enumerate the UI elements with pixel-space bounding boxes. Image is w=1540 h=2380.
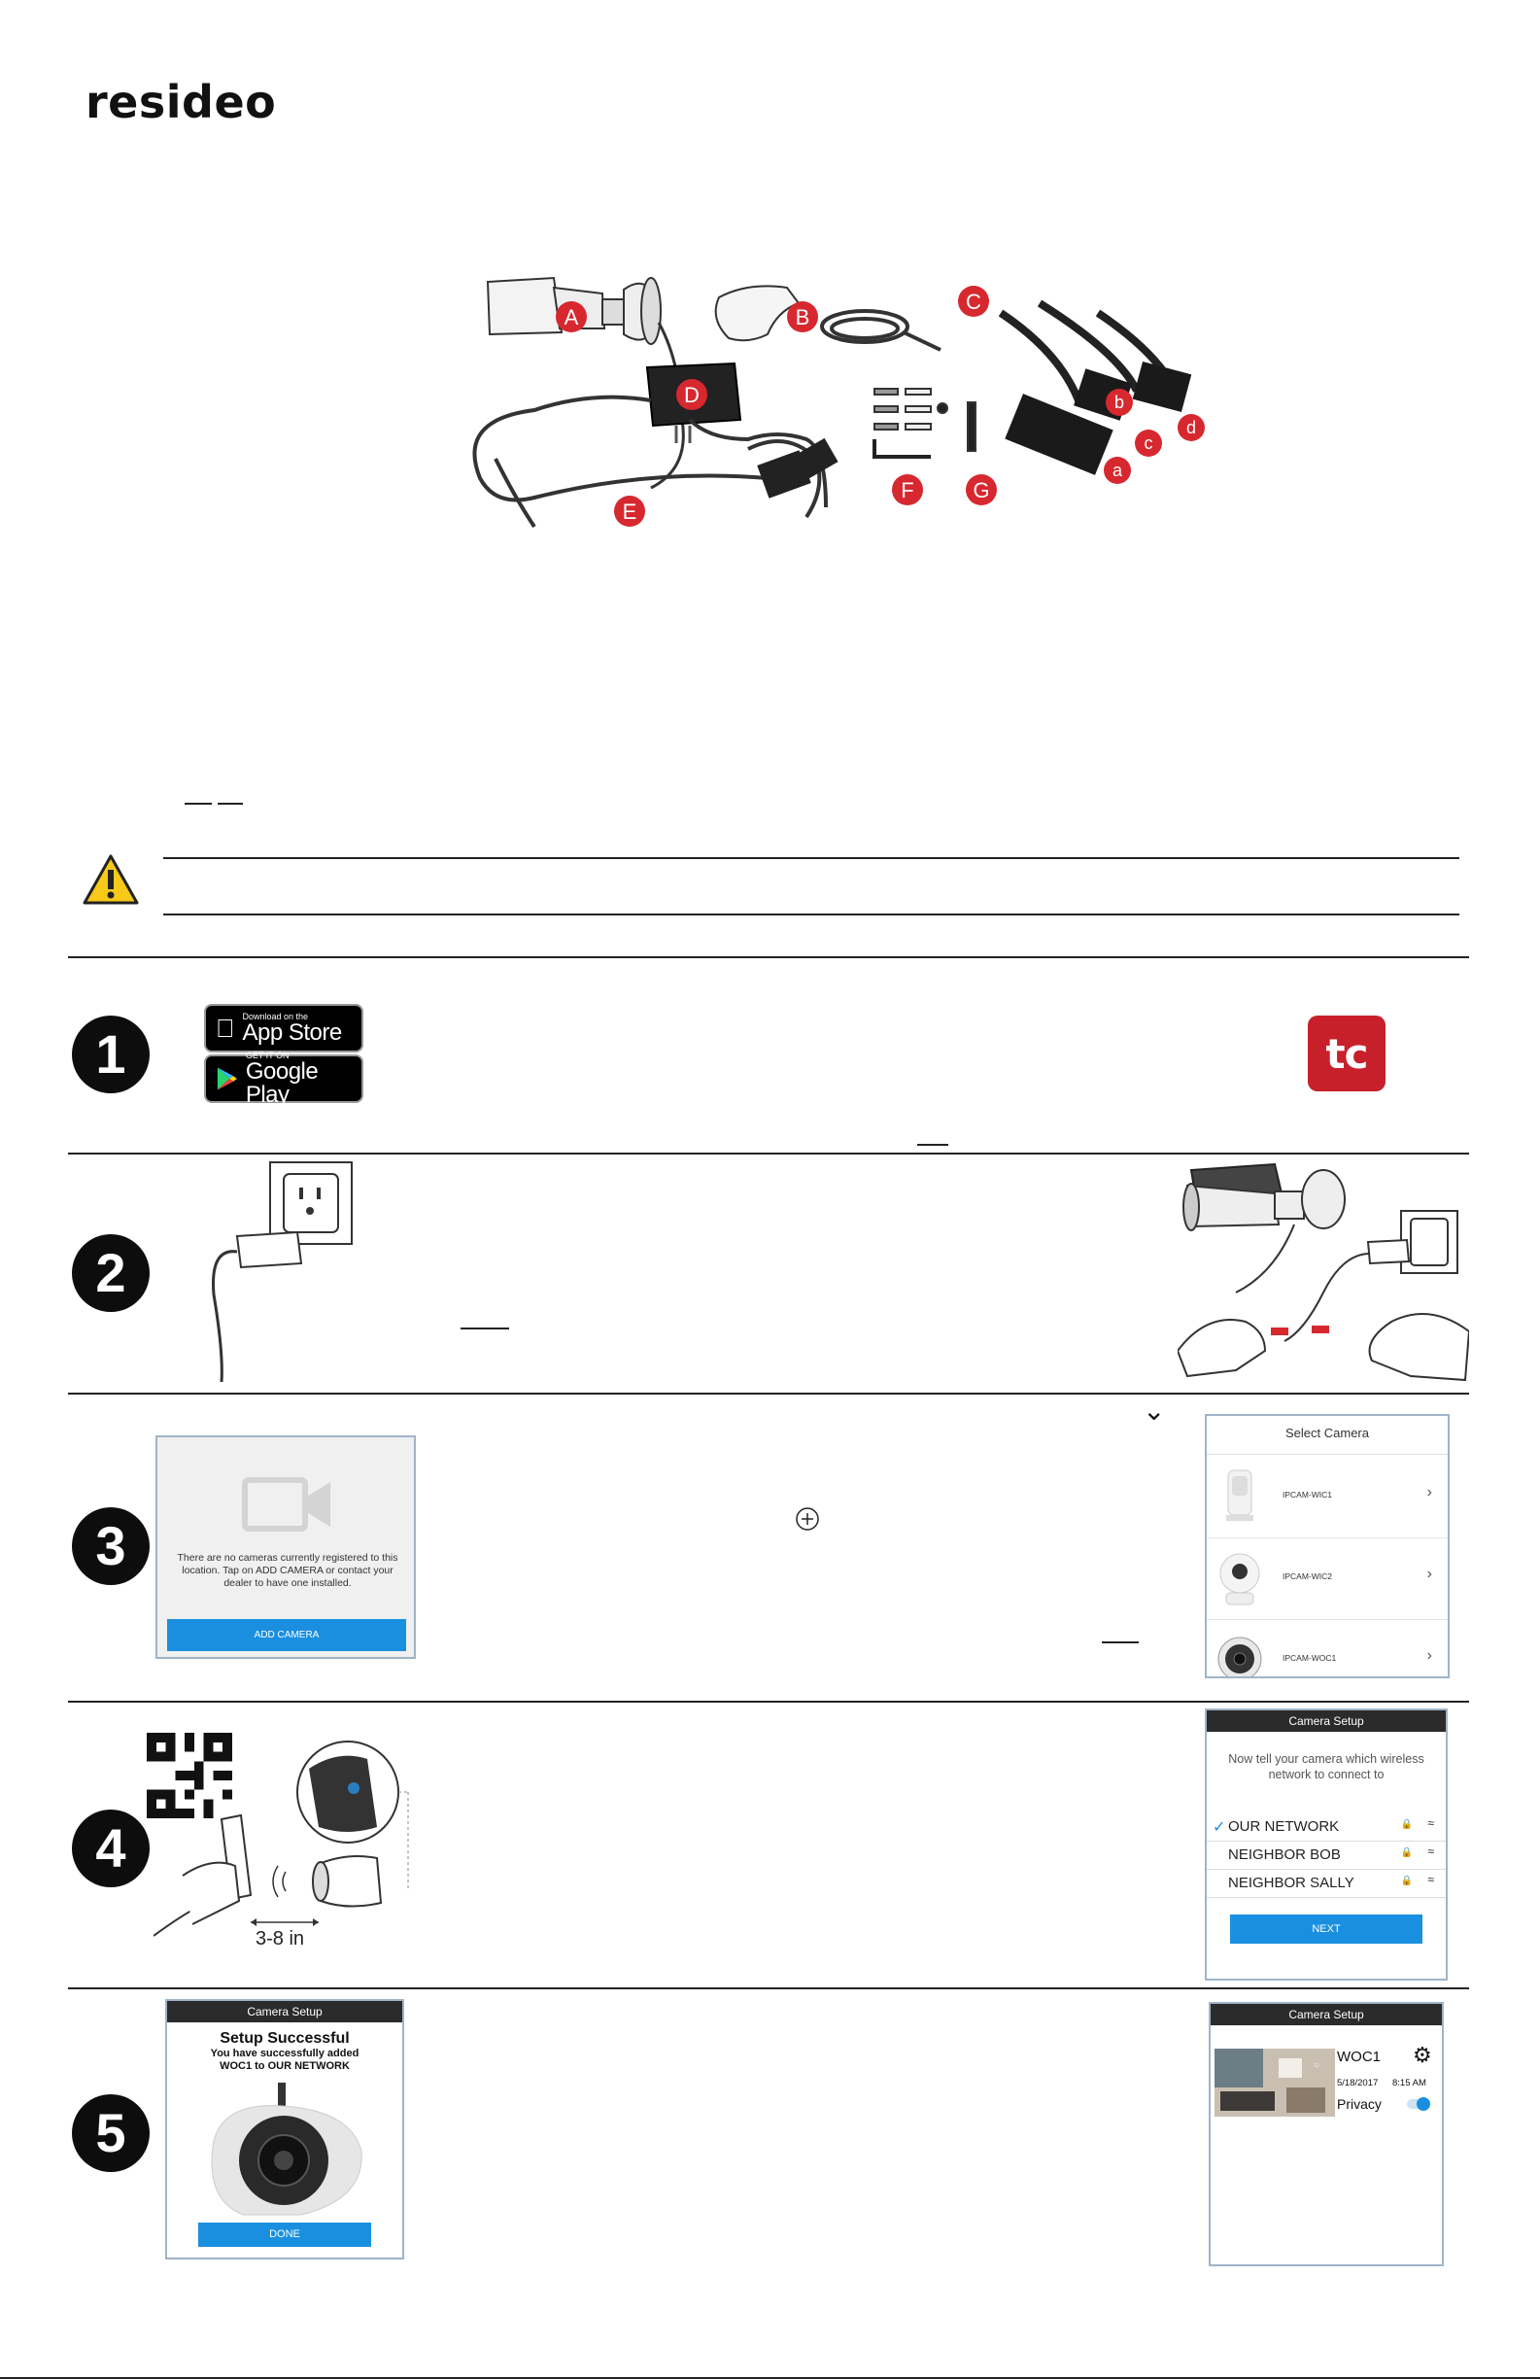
callout-split-b-label: b (1113, 393, 1125, 412)
select-camera-screen (1205, 1414, 1450, 1678)
no-cameras-message: There are no cameras currently registered to this location. Tap on ADD CAMERA or contact your dealer to have one installed. (177, 1552, 398, 1589)
camera-setup-header: Camera Setup (1207, 1710, 1446, 1732)
setup-successful-line-1: You have successfully added (210, 2048, 359, 2059)
callout-split-a-label: a (1112, 461, 1123, 480)
product-contents-illustration (457, 274, 1273, 566)
network-select-screen (1205, 1708, 1448, 1981)
plug-into-outlet-illustration (194, 1158, 364, 1387)
underline-mark (185, 803, 212, 805)
camera-list-item[interactable] (1207, 1538, 1448, 1620)
step-5-number: 5 (72, 2094, 150, 2172)
apple-icon (216, 1016, 235, 1041)
underline-mark (917, 1144, 948, 1146)
camera-time: 8:15 AM (1392, 2078, 1426, 2088)
step-3-number: 3 (72, 1507, 150, 1585)
callout-b-label: B (795, 305, 810, 329)
camera-wic1-icon (1222, 1468, 1257, 1525)
google-play-icon (216, 1066, 238, 1091)
wifi-icon: ≈ (1427, 1873, 1434, 1886)
cable-illustration (822, 311, 941, 350)
camera-name: IPCAM-WIC2 (1283, 1571, 1332, 1581)
camera-name: WOC1 (1337, 2049, 1381, 2065)
wifi-icon: ≈ (1427, 1816, 1434, 1830)
camera-list-item[interactable] (1207, 1457, 1448, 1538)
app-store-badge[interactable] (204, 1004, 363, 1052)
camera-setup-header: Camera Setup (1211, 2004, 1442, 2025)
wifi-icon: ≈ (1427, 1845, 1434, 1858)
camera-list-item[interactable] (1207, 1620, 1448, 1678)
video-camera-icon (241, 1470, 334, 1538)
lock-icon: 🔒 (1400, 1876, 1413, 1886)
step-4-number: 4 (72, 1810, 150, 1887)
network-list-item[interactable] (1207, 1842, 1446, 1870)
splitter-closeup-illustration (1001, 303, 1191, 475)
page-bottom-rule (0, 2377, 1540, 2379)
underline-mark (461, 1328, 509, 1329)
mounting-hardware-illustration (874, 389, 975, 457)
callout-f-label: F (901, 478, 914, 502)
step-divider (68, 1153, 1469, 1155)
callout-a-label: A (564, 305, 579, 329)
underline-mark (1102, 1641, 1139, 1643)
done-button[interactable]: DONE (198, 2223, 371, 2247)
step-divider (68, 956, 1469, 958)
app-store-big-text: App Store (223, 1018, 324, 1046)
camera-list-screen (1209, 2002, 1444, 2266)
network-list-item[interactable] (1207, 1813, 1446, 1842)
callout-e-label: E (622, 500, 637, 524)
network-name: OUR NETWORK (1228, 1818, 1340, 1835)
step-2-number: 2 (72, 1234, 150, 1312)
chevron-right-icon: › (1426, 1647, 1432, 1664)
cover-illustration (716, 286, 799, 340)
add-camera-button[interactable]: ADD CAMERA (167, 1619, 406, 1651)
resideo-logo: resideo (86, 76, 277, 128)
lock-icon: 🔒 (1400, 1847, 1413, 1858)
caution-rule-top (163, 857, 1459, 859)
scan-qr-illustration (154, 1730, 416, 1949)
callout-g-label: G (973, 478, 990, 502)
callout-d-label: D (684, 383, 700, 407)
total-connect-app-icon[interactable]: tc (1308, 1016, 1386, 1091)
underline-mark (218, 803, 243, 805)
app-store-small-text: Download on the (223, 1011, 290, 1021)
network-name: NEIGHBOR SALLY (1228, 1875, 1354, 1891)
chevron-down-icon: ⌄ (1143, 1396, 1166, 1426)
camera-woc1-icon (1216, 1634, 1263, 1678)
chevron-right-icon: › (1426, 1566, 1432, 1582)
callout-split-c-label: c (1144, 433, 1153, 453)
no-cameras-screen (155, 1435, 416, 1659)
outdoor-camera-icon (204, 2083, 371, 2219)
step-divider (68, 1987, 1469, 1989)
splitter-cable-illustration (690, 420, 838, 517)
network-list-item[interactable] (1207, 1870, 1446, 1898)
caution-rule-bottom (163, 914, 1459, 915)
google-play-big-text: Google Play (245, 1057, 319, 1108)
setup-successful-title: Setup Successful (220, 2030, 350, 2047)
callout-c-label: C (966, 290, 981, 314)
camera-name: IPCAM-WIC1 (1283, 1490, 1332, 1500)
privacy-toggle-knob (1417, 2097, 1430, 2111)
privacy-toggle[interactable] (1407, 2099, 1430, 2109)
camera-preview-thumbnail[interactable] (1215, 2049, 1335, 2117)
lock-icon: 🔒 (1400, 1819, 1413, 1830)
connect-camera-power-illustration (1178, 1156, 1469, 1388)
chevron-right-icon: › (1426, 1484, 1432, 1500)
step-1-number: 1 (72, 1016, 150, 1093)
warning-icon (82, 852, 140, 907)
network-name: NEIGHBOR BOB (1228, 1846, 1341, 1863)
setup-successful-line-2: WOC1 to OUR NETWORK (220, 2060, 350, 2072)
add-circle-icon (795, 1506, 820, 1532)
setup-successful-screen (165, 1999, 404, 2259)
camera-name: IPCAM-WOC1 (1283, 1653, 1337, 1663)
step-divider (68, 1701, 1469, 1703)
checkmark-icon: ✓ (1213, 1819, 1226, 1836)
google-play-text (246, 1052, 361, 1107)
privacy-label: Privacy (1337, 2096, 1382, 2112)
camera-setup-header: Camera Setup (167, 2001, 402, 2022)
scan-distance-label: 3-8 in (256, 1928, 305, 1949)
app-store-text (223, 1011, 342, 1046)
gear-icon[interactable]: ⚙ (1413, 2043, 1432, 2067)
next-button[interactable]: NEXT (1230, 1914, 1422, 1944)
callout-split-d-label: d (1185, 418, 1197, 437)
google-play-small-text: GET IT ON (245, 1050, 290, 1060)
camera-status-icon: ○ (1314, 2060, 1320, 2071)
step-divider (68, 1393, 1469, 1395)
camera-wic2-icon (1218, 1552, 1261, 1606)
camera-date: 5/18/2017 (1337, 2078, 1379, 2088)
google-play-badge[interactable] (204, 1050, 363, 1108)
network-prompt: Now tell your camera which wireless network to connect to (1228, 1752, 1424, 1781)
select-camera-title: Select Camera (1207, 1416, 1448, 1455)
